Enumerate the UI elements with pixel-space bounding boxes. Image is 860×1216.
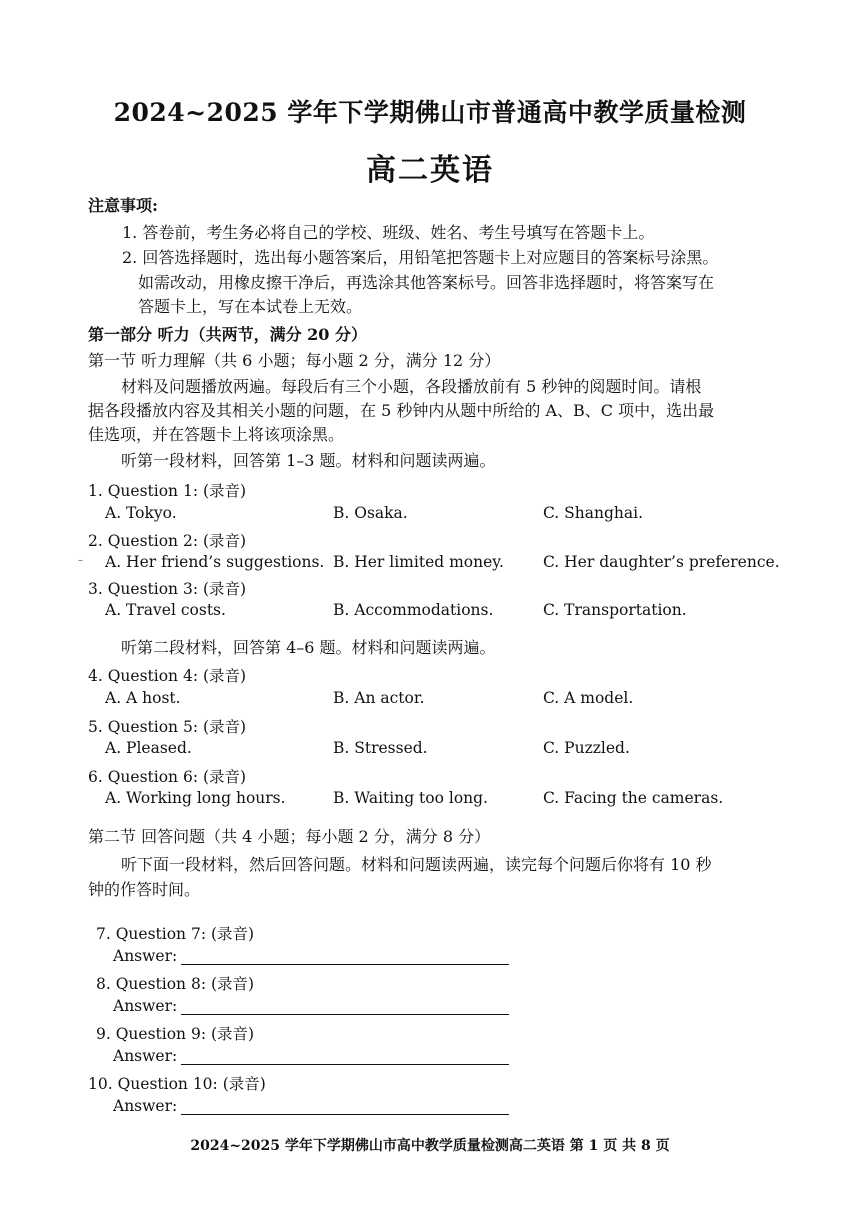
note-item-2-cont: 如需改动，用橡皮擦干净后，再选涂其他答案标号。回答非选择题时，将答案写在	[138, 273, 715, 292]
group2-intro: 听第二段材料，回答第 4–6 题。材料和问题读两遍。	[121, 638, 496, 657]
section1-heading: 第一节 听力理解（共 6 小题；每小题 2 分，满分 12 分）	[88, 351, 501, 370]
option-a: A. A host.	[105, 689, 181, 707]
section1-instructions-3: 佳选项，并在答题卡上将该项涂黑。	[88, 425, 345, 444]
option-b: B. An actor.	[333, 689, 425, 707]
option-a: A. Tokyo.	[105, 504, 177, 522]
option-c: C. Shanghai.	[543, 504, 644, 522]
note-item-1: 1. 答卷前，考生务必将自己的学校、班级、姓名、考生号填写在答题卡上。	[122, 223, 655, 242]
answer-row	[113, 997, 509, 1015]
answer-row	[113, 1047, 509, 1065]
notes-heading: 注意事项:	[88, 196, 158, 215]
note-item-2: 2. 回答选择题时，选出每小题答案后，用铅笔把答题卡上对应题目的答案标号涂黑。	[122, 248, 719, 267]
note-item-2-end: 答题卡上，写在本试卷上无效。	[138, 297, 363, 316]
option-c: C. Transportation.	[543, 601, 687, 619]
option-a: A. Working long hours.	[105, 789, 286, 807]
answer-blank[interactable]	[181, 1000, 509, 1015]
answer-blank[interactable]	[181, 1050, 509, 1065]
question-label: 4. Question 4: (录音)	[88, 667, 247, 685]
answer-blank[interactable]	[181, 950, 509, 965]
option-b: B. Stressed.	[333, 739, 428, 757]
page-footer: 2024~2025 学年下学期佛山市高中教学质量检测高二英语 第 1 页 共 8 页	[190, 1138, 670, 1154]
question-label: 10. Question 10: (录音)	[88, 1075, 266, 1093]
question-label: 1. Question 1: (录音)	[88, 482, 247, 500]
answer-label: Answer:	[113, 997, 178, 1015]
section2-instructions-1: 听下面一段材料，然后回答问题。材料和问题读两遍，读完每个问题后你将有 10 秒	[121, 855, 712, 874]
question-label: 6. Question 6: (录音)	[88, 768, 247, 786]
option-b: B. Her limited money.	[333, 553, 504, 571]
exam-title: 2024~2025 学年下学期佛山市普通高中教学质量检测	[113, 98, 747, 127]
exam-subject: 高二英语	[366, 153, 494, 188]
question-label: 8. Question 8: (录音)	[96, 975, 255, 993]
option-c: C. A model.	[543, 689, 634, 707]
answer-label: Answer:	[113, 947, 178, 965]
question-label: 9. Question 9: (录音)	[96, 1025, 255, 1043]
option-c: C. Facing the cameras.	[543, 789, 724, 807]
answer-label: Answer:	[113, 1097, 178, 1115]
section1-instructions-1: 材料及问题播放两遍。每段后有三个小题，各段播放前有 5 秒钟的阅题时间。请根	[121, 377, 702, 396]
question-label: 3. Question 3: (录音)	[88, 580, 247, 598]
option-a: A. Travel costs.	[105, 601, 226, 619]
part1-heading: 第一部分 听力（共两节，满分 20 分）	[88, 325, 367, 344]
question-label: 2. Question 2: (录音)	[88, 532, 247, 550]
question-label: 5. Question 5: (录音)	[88, 718, 247, 736]
section2-instructions-2: 钟的作答时间。	[88, 880, 201, 899]
option-a: A. Her friend’s suggestions.	[105, 553, 325, 571]
answer-row	[113, 947, 509, 965]
option-a: A. Pleased.	[105, 739, 192, 757]
option-c: C. Puzzled.	[543, 739, 630, 757]
option-b: B. Accommodations.	[333, 601, 494, 619]
group1-intro: 听第一段材料，回答第 1–3 题。材料和问题读两遍。	[121, 451, 496, 470]
section2-heading: 第二节 回答问题（共 4 小题；每小题 2 分，满分 8 分）	[88, 827, 491, 846]
option-b: B. Osaka.	[333, 504, 408, 522]
answer-row	[113, 1097, 509, 1115]
option-b: B. Waiting too long.	[333, 789, 488, 807]
question-label: 7. Question 7: (录音)	[96, 925, 255, 943]
answer-blank[interactable]	[181, 1100, 509, 1115]
section1-instructions-2: 据各段播放内容及其相关小题的问题，在 5 秒钟内从题中所给的 A、B、C 项中，选出最	[88, 401, 715, 420]
answer-label: Answer:	[113, 1047, 178, 1065]
scan-mark: –	[78, 555, 83, 566]
option-c: C. Her daughter’s preference.	[543, 553, 780, 571]
